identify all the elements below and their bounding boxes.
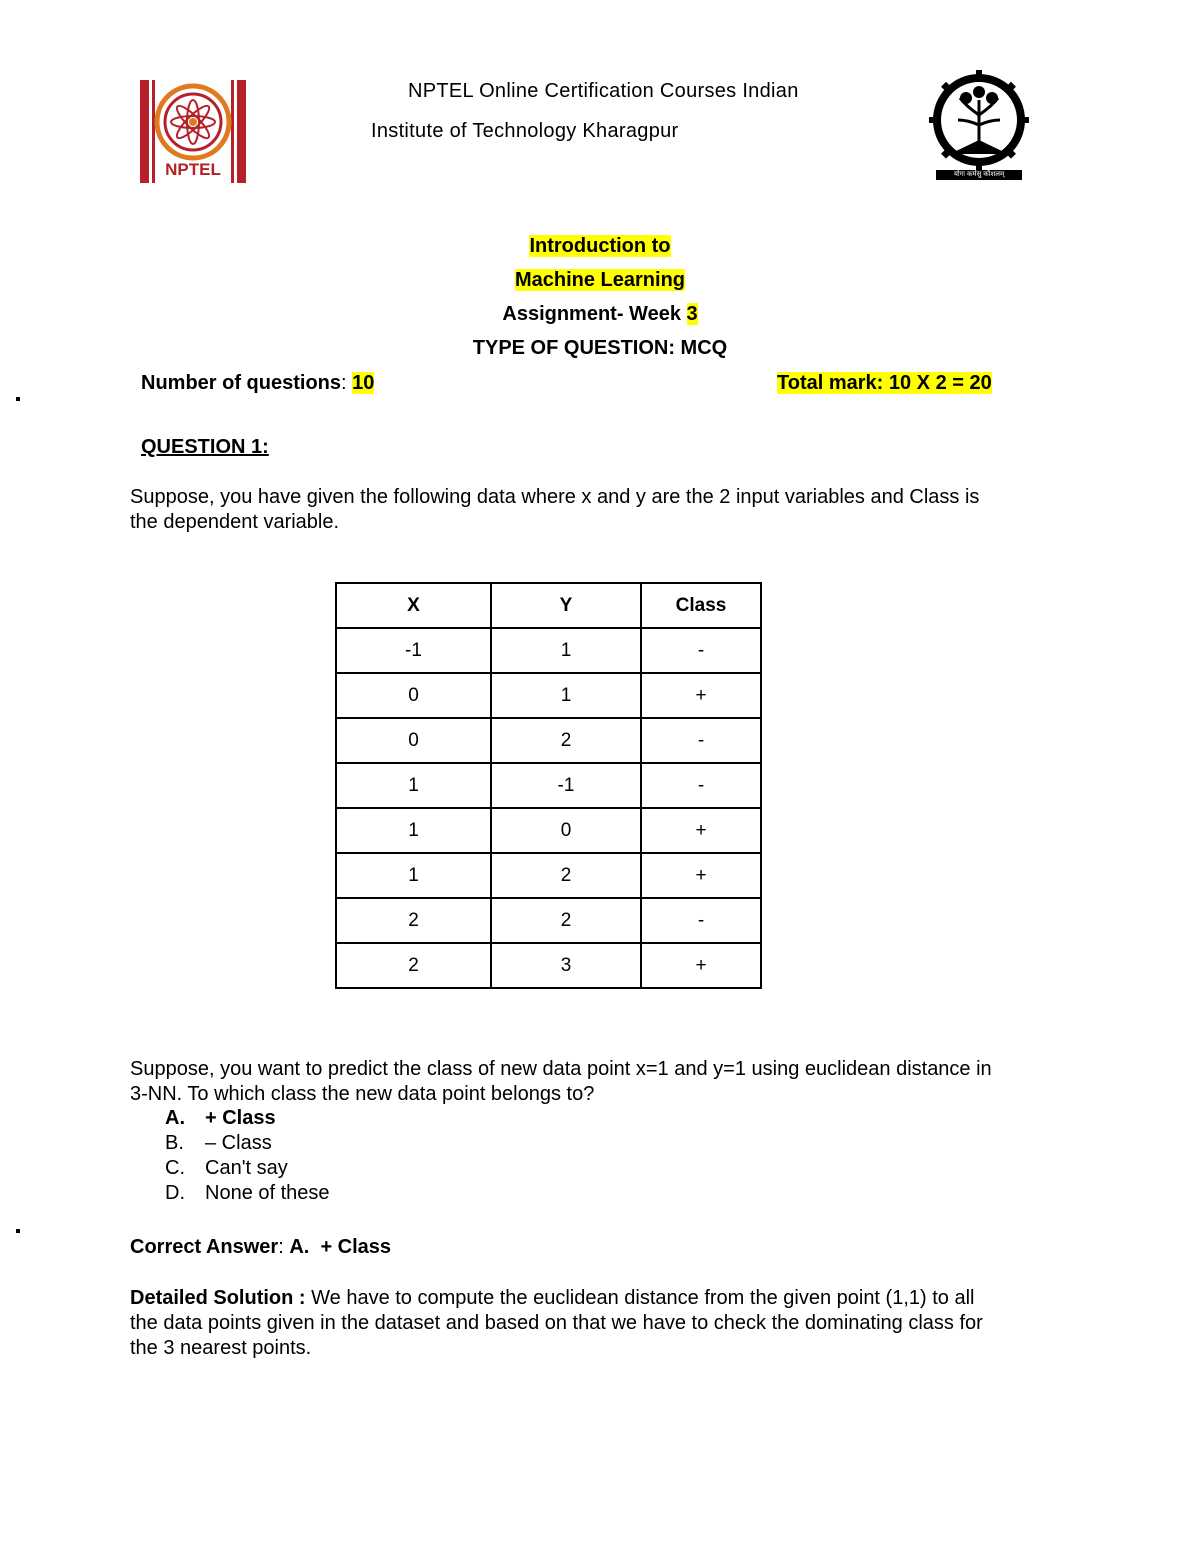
- option-a: A. + Class: [165, 1107, 276, 1129]
- question-intro: Suppose, you have given the following data where x and y are the 2 input variables and Class is the dependent variable.: [130, 486, 980, 533]
- table-cell: 1: [491, 673, 641, 718]
- table-cell: 2: [336, 943, 491, 988]
- correct-answer: Correct Answer: A. + Class: [130, 1236, 392, 1258]
- table-cell: +: [641, 808, 761, 853]
- table-cell: +: [641, 673, 761, 718]
- header-line-1: NPTEL Online Certification Courses Indian: [408, 80, 799, 102]
- margin-marker: [16, 1229, 20, 1233]
- table-row: [336, 628, 761, 673]
- table-row: [336, 718, 761, 763]
- number-of-questions-value: 10: [352, 372, 375, 394]
- header-line-2: Institute of Technology Kharagpur: [371, 120, 679, 142]
- table-header-x: X: [336, 583, 491, 628]
- table-row: [336, 898, 761, 943]
- table-header-y: Y: [491, 583, 641, 628]
- question-prompt: Suppose, you want to predict the class of new data point x=1 and y=1 using euclidean distance in 3-NN. To which class the new data point belongs to?: [130, 1058, 992, 1105]
- table-cell: -: [641, 628, 761, 673]
- table-header-class: Class: [641, 583, 761, 628]
- table-cell: 0: [336, 718, 491, 763]
- table-cell: 2: [491, 898, 641, 943]
- question-heading: QUESTION 1:: [141, 436, 269, 458]
- table-row: [336, 853, 761, 898]
- week-number: 3: [686, 303, 698, 325]
- table-cell: 1: [336, 853, 491, 898]
- nptel-logo-text: NPTEL: [165, 160, 221, 179]
- detailed-solution: Detailed Solution : We have to compute the euclidean distance from the given point (1,1) to all the data points given in the dataset and based on that we have to check the dominating class for the 3 nearest points.: [130, 1287, 983, 1359]
- table-cell: 0: [336, 673, 491, 718]
- table-cell: 2: [336, 898, 491, 943]
- table-row: [336, 808, 761, 853]
- table-cell: 1: [336, 808, 491, 853]
- iit-kgp-logo: [928, 70, 1030, 182]
- table-cell: 0: [491, 808, 641, 853]
- table-cell: -: [641, 718, 761, 763]
- correct-answer-value: A. + Class: [289, 1236, 392, 1258]
- table-row: [336, 943, 761, 988]
- table-cell: 1: [336, 763, 491, 808]
- option-b: B. – Class: [165, 1132, 272, 1154]
- table-row: [336, 673, 761, 718]
- iit-kgp-emblem-icon: [928, 70, 1030, 182]
- table-cell: 3: [491, 943, 641, 988]
- assignment-title: Assignment- Week 3: [502, 303, 698, 325]
- data-table: [335, 582, 762, 989]
- table-cell: +: [641, 943, 761, 988]
- course-title-line-1: Introduction to: [529, 235, 671, 257]
- table-cell: +: [641, 853, 761, 898]
- margin-marker: [16, 397, 20, 401]
- number-of-questions: Number of questions: 10: [141, 372, 375, 394]
- question-type: TYPE OF QUESTION: MCQ: [472, 337, 728, 359]
- table-header-row: [336, 583, 761, 628]
- table-cell: -1: [491, 763, 641, 808]
- table-cell: -: [641, 898, 761, 943]
- course-title-line-2: Machine Learning: [514, 269, 686, 291]
- table-cell: -: [641, 763, 761, 808]
- table-cell: 1: [491, 628, 641, 673]
- table-cell: 2: [491, 718, 641, 763]
- table-cell: -1: [336, 628, 491, 673]
- nptel-logo: [140, 80, 246, 183]
- option-c: C. Can't say: [165, 1157, 288, 1179]
- total-mark: Total mark: 10 X 2 = 20: [777, 372, 992, 394]
- option-d: D. None of these: [165, 1182, 330, 1204]
- table-cell: 2: [491, 853, 641, 898]
- table-row: [336, 763, 761, 808]
- iit-kgp-motto: योगः कर्मसु कौशलम्: [953, 171, 1005, 178]
